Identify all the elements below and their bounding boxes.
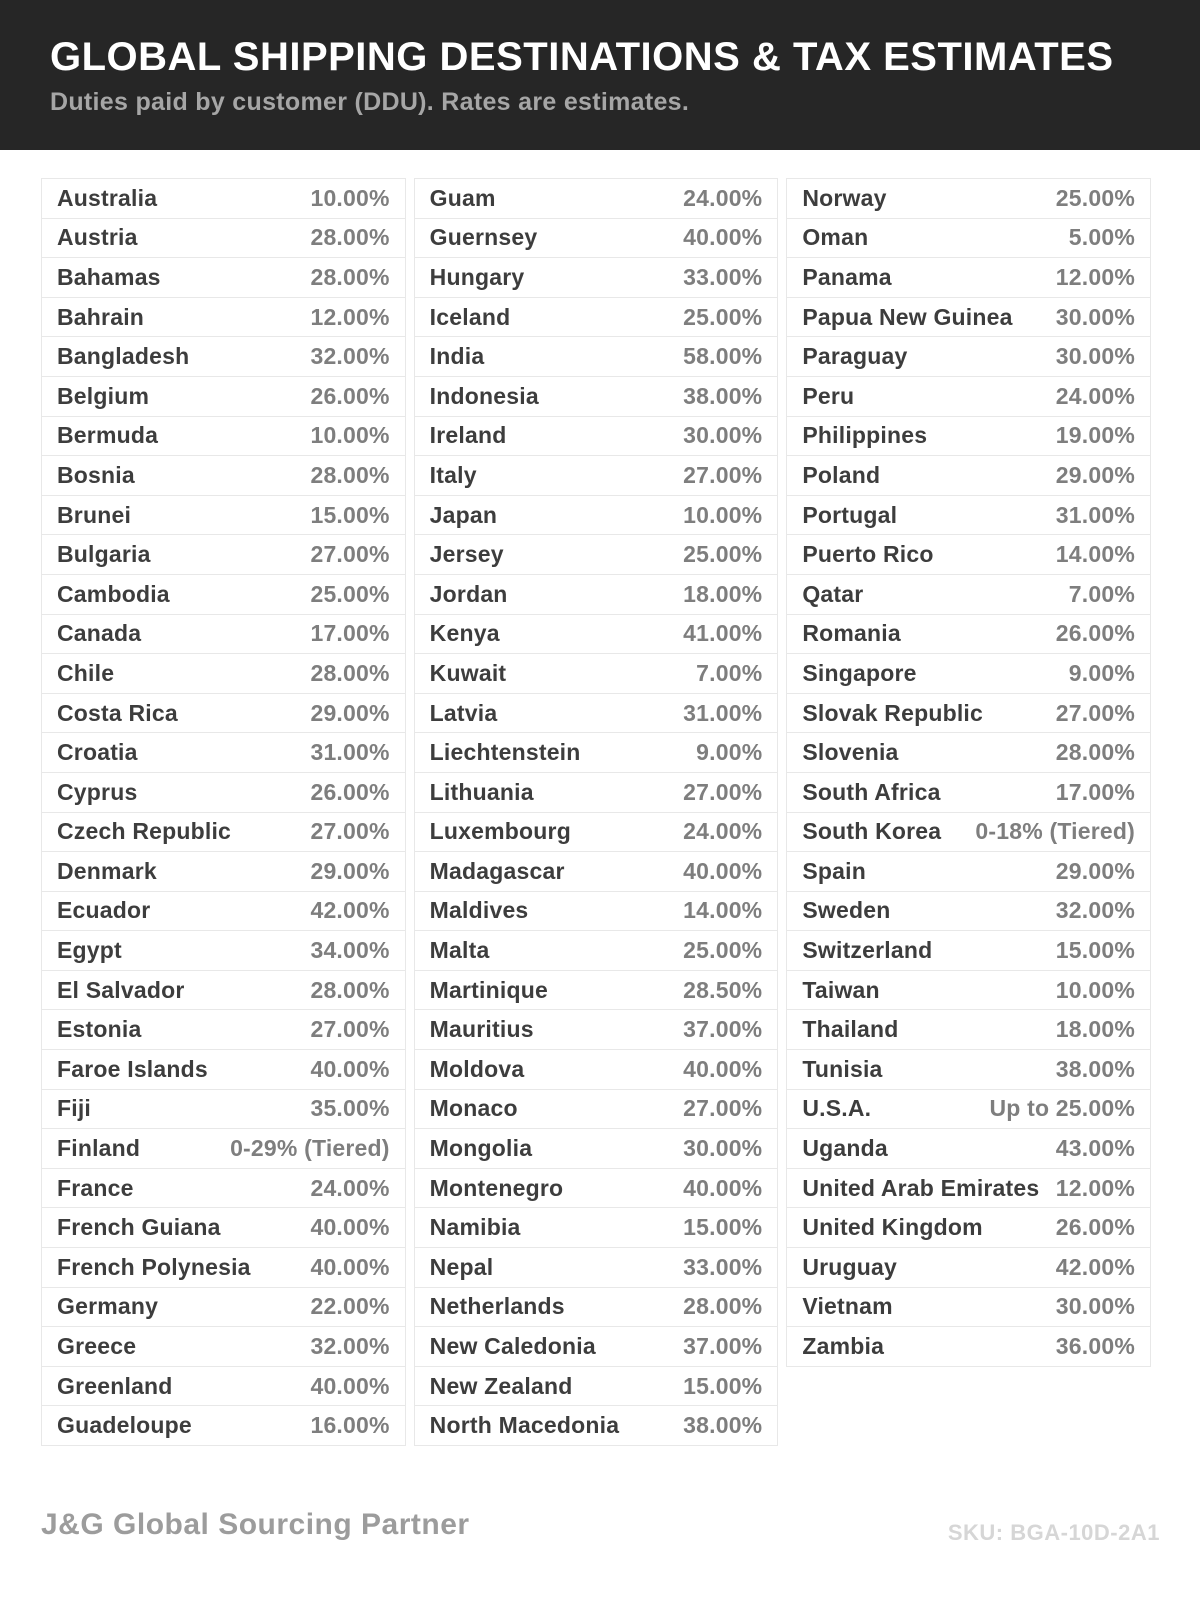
country-name: Norway <box>802 184 887 211</box>
tax-rate: 26.00% <box>1055 1214 1136 1241</box>
country-name: Hungary <box>429 263 525 290</box>
table-row <box>414 1247 779 1288</box>
country-name: United Kingdom <box>802 1214 983 1241</box>
table-row <box>41 1247 406 1288</box>
table-row <box>786 1207 1151 1248</box>
table-row <box>414 574 779 615</box>
country-name: Denmark <box>57 857 157 884</box>
country-name: Chile <box>57 659 115 686</box>
table-row <box>414 257 779 298</box>
sku-label: SKU: BGA-10D-2A1 <box>947 1520 1160 1545</box>
table-row <box>786 1128 1151 1169</box>
country-name: Uganda <box>802 1135 888 1162</box>
tax-rate: 0-29% (Tiered) <box>230 1135 390 1162</box>
table-row <box>786 851 1151 892</box>
country-name: Switzerland <box>802 937 933 964</box>
table-row <box>41 851 406 892</box>
tax-rate: 25.00% <box>683 541 763 568</box>
country-name: Moldova <box>429 1055 525 1082</box>
country-name: Philippines <box>802 422 928 449</box>
table-row <box>414 1287 779 1328</box>
country-name: Lithuania <box>429 778 534 805</box>
tax-rate: 30.00% <box>683 1135 763 1162</box>
tax-rate: 25.00% <box>1055 184 1136 211</box>
tax-rate: 31.00% <box>683 699 763 726</box>
table-row <box>786 1089 1151 1130</box>
table-row <box>41 534 406 575</box>
country-name: Bermuda <box>57 422 159 449</box>
table-row <box>786 1287 1151 1328</box>
country-name: Slovenia <box>802 739 899 766</box>
table-row <box>41 1089 406 1130</box>
tax-rate: 31.00% <box>310 739 390 766</box>
tax-rate: 17.00% <box>1055 778 1136 805</box>
country-name: Oman <box>802 224 869 251</box>
country-name: Austria <box>57 224 138 251</box>
country-name: Germany <box>57 1293 159 1320</box>
tax-rate: 14.00% <box>1055 541 1136 568</box>
tax-rate: 28.00% <box>683 1293 763 1320</box>
tax-rate: 27.00% <box>1055 699 1136 726</box>
country-name: Poland <box>802 461 881 488</box>
table-row <box>414 970 779 1011</box>
tax-rate: 24.00% <box>683 818 763 845</box>
country-name: Papua New Guinea <box>802 303 1013 330</box>
country-name: Portugal <box>802 501 898 528</box>
table-row <box>41 257 406 298</box>
tax-rate: 14.00% <box>683 897 763 924</box>
tax-rate: 26.00% <box>1055 620 1136 647</box>
country-name: Guernsey <box>429 224 538 251</box>
table-row <box>414 1049 779 1090</box>
tax-rate: 28.00% <box>310 659 390 686</box>
table-row <box>786 1326 1151 1367</box>
country-name: Indonesia <box>429 382 539 409</box>
country-name: Estonia <box>57 1016 142 1043</box>
tax-rate: 15.00% <box>310 501 390 528</box>
country-name: Bahrain <box>57 303 145 330</box>
table-row <box>414 534 779 575</box>
country-name: Australia <box>57 184 158 211</box>
country-name: Finland <box>57 1135 141 1162</box>
tax-rate: 33.00% <box>683 1253 763 1280</box>
country-name: Slovak Republic <box>802 699 984 726</box>
country-name: Vietnam <box>802 1293 893 1320</box>
table-row <box>786 257 1151 298</box>
country-name: Jordan <box>429 580 508 607</box>
table-row <box>41 1207 406 1248</box>
country-name: India <box>429 343 485 370</box>
table-row <box>414 1128 779 1169</box>
tax-rate: 29.00% <box>310 857 390 884</box>
table-row <box>41 1049 406 1090</box>
tax-rate: 38.00% <box>683 1412 763 1439</box>
tax-rate: 24.00% <box>310 1174 390 1201</box>
country-name: New Caledonia <box>429 1333 596 1360</box>
tax-rate: 17.00% <box>310 620 390 647</box>
tax-rate: 12.00% <box>1055 263 1136 290</box>
tax-rate: 42.00% <box>310 897 390 924</box>
tax-rate: 42.00% <box>1055 1253 1136 1280</box>
tax-rate: 30.00% <box>683 422 763 449</box>
page-header <box>0 0 1200 150</box>
tax-rate: 28.00% <box>310 263 390 290</box>
tax-rate: 26.00% <box>310 382 390 409</box>
country-name: France <box>57 1174 134 1201</box>
tax-rate: 9.00% <box>1068 659 1136 686</box>
table-row <box>786 574 1151 615</box>
tax-rate: 7.00% <box>696 659 763 686</box>
table-row <box>786 970 1151 1011</box>
tax-rate: 24.00% <box>683 184 763 211</box>
tax-rate: 40.00% <box>310 1253 390 1280</box>
tax-rate: 33.00% <box>683 263 763 290</box>
table-row <box>41 614 406 655</box>
country-name: Singapore <box>802 659 917 686</box>
table-row <box>41 495 406 536</box>
country-name: Romania <box>802 620 901 647</box>
country-name: Maldives <box>429 897 529 924</box>
country-name: Jersey <box>429 541 504 568</box>
table-row <box>41 1366 406 1407</box>
tax-rate: 58.00% <box>683 343 763 370</box>
tax-rate: 30.00% <box>1055 303 1136 330</box>
table-row <box>41 1009 406 1050</box>
tax-rate: 32.00% <box>1055 897 1136 924</box>
tax-rate: 30.00% <box>1055 343 1136 370</box>
table-row <box>414 653 779 694</box>
table-row <box>414 495 779 536</box>
country-name: Thailand <box>802 1016 899 1043</box>
table-row <box>786 772 1151 813</box>
tax-rate: 26.00% <box>310 778 390 805</box>
tax-rate: 27.00% <box>683 778 763 805</box>
country-name: Brunei <box>57 501 132 528</box>
table-row <box>41 1287 406 1328</box>
tax-rate: 12.00% <box>1055 1174 1136 1201</box>
country-name: French Guiana <box>57 1214 221 1241</box>
country-name: Uruguay <box>802 1253 898 1280</box>
country-name: Kenya <box>429 620 500 647</box>
table-row <box>786 297 1151 338</box>
table-row <box>414 812 779 853</box>
country-name: Greenland <box>57 1372 173 1399</box>
tax-rate: 27.00% <box>683 461 763 488</box>
tax-rate: 40.00% <box>310 1055 390 1082</box>
tax-rate: 29.00% <box>1055 857 1136 884</box>
tax-rate: 37.00% <box>683 1016 763 1043</box>
country-name: Mongolia <box>429 1135 533 1162</box>
country-name: Madagascar <box>429 857 565 884</box>
country-name: Italy <box>429 461 477 488</box>
table-row <box>41 653 406 694</box>
tax-rate: 18.00% <box>683 580 763 607</box>
country-name: Bosnia <box>57 461 135 488</box>
rates-column-3 <box>786 178 1151 1367</box>
table-row <box>414 376 779 417</box>
tax-rate: 25.00% <box>683 937 763 964</box>
tax-rate: 15.00% <box>1055 937 1136 964</box>
tax-rate: 0-18% (Tiered) <box>975 818 1136 845</box>
tax-rate: 40.00% <box>683 857 763 884</box>
table-row <box>414 218 779 259</box>
table-row <box>786 455 1151 496</box>
country-name: Faroe Islands <box>57 1055 208 1082</box>
table-row <box>41 1326 406 1367</box>
table-row <box>414 891 779 932</box>
country-name: Bulgaria <box>57 541 151 568</box>
tax-rate: 25.00% <box>310 580 390 607</box>
table-row <box>414 178 779 219</box>
table-row <box>41 178 406 219</box>
country-name: Mauritius <box>429 1016 534 1043</box>
tax-rate: 27.00% <box>310 541 390 568</box>
country-name: Fiji <box>57 1095 92 1122</box>
table-row <box>786 693 1151 734</box>
table-row <box>414 772 779 813</box>
table-row <box>414 614 779 655</box>
table-row <box>41 416 406 457</box>
country-name: Latvia <box>429 699 498 726</box>
table-row <box>414 930 779 971</box>
table-row <box>414 455 779 496</box>
tax-rate: 38.00% <box>1055 1055 1136 1082</box>
tax-rate: 27.00% <box>310 818 390 845</box>
country-name: Croatia <box>57 739 138 766</box>
table-row <box>41 891 406 932</box>
tax-rate: 7.00% <box>1068 580 1136 607</box>
tax-rate: 15.00% <box>683 1372 763 1399</box>
tax-rate: 38.00% <box>683 382 763 409</box>
country-name: Malta <box>429 937 490 964</box>
table-row <box>414 693 779 734</box>
table-row <box>414 1405 779 1446</box>
tax-rate: 31.00% <box>1055 501 1136 528</box>
table-row <box>41 1405 406 1446</box>
country-name: Kuwait <box>429 659 507 686</box>
country-name: French Polynesia <box>57 1253 251 1280</box>
table-row <box>414 1009 779 1050</box>
country-name: Nepal <box>429 1253 494 1280</box>
country-name: Sweden <box>802 897 891 924</box>
country-name: Zambia <box>802 1333 885 1360</box>
country-name: Belgium <box>57 382 150 409</box>
table-row <box>41 1128 406 1169</box>
tax-rate: 16.00% <box>310 1412 390 1439</box>
tax-rate: 12.00% <box>310 303 390 330</box>
table-row <box>786 218 1151 259</box>
table-row <box>414 732 779 773</box>
country-name: Netherlands <box>429 1293 565 1320</box>
table-row <box>786 178 1151 219</box>
tax-rate: 35.00% <box>310 1095 390 1122</box>
table-row <box>41 693 406 734</box>
tax-rate: 40.00% <box>683 1055 763 1082</box>
table-row <box>414 416 779 457</box>
tax-rate: 28.50% <box>683 976 763 1003</box>
country-name: Cambodia <box>57 580 170 607</box>
table-row <box>41 297 406 338</box>
tax-rate: 30.00% <box>1055 1293 1136 1320</box>
table-row <box>414 1207 779 1248</box>
tax-rate: 28.00% <box>1055 739 1136 766</box>
country-name: Qatar <box>802 580 864 607</box>
country-name: South Korea <box>802 818 942 845</box>
tax-rate: 37.00% <box>683 1333 763 1360</box>
table-row <box>41 772 406 813</box>
country-name: New Zealand <box>429 1372 573 1399</box>
country-name: Tunisia <box>802 1055 883 1082</box>
tax-rate: 18.00% <box>1055 1016 1136 1043</box>
country-name: Canada <box>57 620 142 647</box>
country-name: Bahamas <box>57 263 161 290</box>
table-row <box>414 1168 779 1209</box>
tax-rate: 10.00% <box>310 184 390 211</box>
country-name: Ecuador <box>57 897 151 924</box>
country-name: Luxembourg <box>429 818 571 845</box>
country-name: Panama <box>802 263 892 290</box>
table-row <box>786 732 1151 773</box>
country-name: Egypt <box>57 937 122 964</box>
table-row <box>414 851 779 892</box>
country-name: Japan <box>429 501 498 528</box>
rates-table <box>41 178 1151 1446</box>
table-row <box>786 416 1151 457</box>
tax-rate: 5.00% <box>1068 224 1136 251</box>
page-subtitle: Duties paid by customer (DDU). Rates are estimates. <box>50 88 690 116</box>
table-row <box>41 930 406 971</box>
table-row <box>786 930 1151 971</box>
country-name: Paraguay <box>802 343 908 370</box>
country-name: Iceland <box>429 303 511 330</box>
table-row <box>414 1366 779 1407</box>
table-row <box>41 376 406 417</box>
tax-rate: 28.00% <box>310 224 390 251</box>
table-row <box>786 812 1151 853</box>
country-name: Peru <box>802 382 855 409</box>
table-row <box>786 495 1151 536</box>
tax-rate: 10.00% <box>1055 976 1136 1003</box>
table-row <box>41 574 406 615</box>
country-name: Namibia <box>429 1214 521 1241</box>
tax-rate: 10.00% <box>683 501 763 528</box>
tax-rate: 40.00% <box>683 1174 763 1201</box>
table-row <box>41 970 406 1011</box>
tax-rate: 15.00% <box>683 1214 763 1241</box>
table-row <box>786 891 1151 932</box>
table-row <box>414 1326 779 1367</box>
country-name: Martinique <box>429 976 548 1003</box>
tax-rate: 27.00% <box>683 1095 763 1122</box>
table-row <box>786 1009 1151 1050</box>
page-title: GLOBAL SHIPPING DESTINATIONS & TAX ESTIMATES <box>50 35 1114 79</box>
tax-rate: 29.00% <box>310 699 390 726</box>
country-name: Czech Republic <box>57 818 232 845</box>
country-name: Puerto Rico <box>802 541 934 568</box>
country-name: Taiwan <box>802 976 880 1003</box>
table-row <box>414 1089 779 1130</box>
table-row <box>41 218 406 259</box>
table-row <box>414 336 779 377</box>
country-name: Guam <box>429 184 496 211</box>
tax-rate: 9.00% <box>696 739 763 766</box>
page-footer <box>41 1508 1160 1545</box>
tax-rate: Up to 25.00% <box>989 1095 1136 1122</box>
table-row <box>41 732 406 773</box>
table-row <box>786 653 1151 694</box>
tax-rate: 28.00% <box>310 461 390 488</box>
country-name: Cyprus <box>57 778 138 805</box>
rates-column-2 <box>414 178 779 1446</box>
tax-rate: 10.00% <box>310 422 390 449</box>
tax-rate: 41.00% <box>683 620 763 647</box>
country-name: Ireland <box>429 422 507 449</box>
table-row <box>41 336 406 377</box>
tax-rate: 40.00% <box>310 1372 390 1399</box>
country-name: Spain <box>802 857 866 884</box>
country-name: Liechtenstein <box>429 739 581 766</box>
table-row <box>786 1049 1151 1090</box>
country-name: Bangladesh <box>57 343 190 370</box>
country-name: Guadeloupe <box>57 1412 192 1439</box>
country-name: U.S.A. <box>802 1095 872 1122</box>
brand-name: J&G Global Sourcing Partner <box>41 1508 470 1541</box>
tax-rate: 40.00% <box>310 1214 390 1241</box>
tax-rate: 34.00% <box>310 937 390 964</box>
table-row <box>786 376 1151 417</box>
country-name: Costa Rica <box>57 699 178 726</box>
tax-rate: 32.00% <box>310 343 390 370</box>
tax-rate: 29.00% <box>1055 461 1136 488</box>
tax-rate: 32.00% <box>310 1333 390 1360</box>
tax-rate: 19.00% <box>1055 422 1136 449</box>
tax-rate: 25.00% <box>683 303 763 330</box>
country-name: United Arab Emirates <box>802 1174 1040 1201</box>
table-row <box>41 455 406 496</box>
table-row <box>786 1247 1151 1288</box>
country-name: South Africa <box>802 778 941 805</box>
table-row <box>786 534 1151 575</box>
country-name: North Macedonia <box>429 1412 620 1439</box>
table-row <box>414 297 779 338</box>
country-name: El Salvador <box>57 976 185 1003</box>
rates-column-1 <box>41 178 406 1446</box>
country-name: Monaco <box>429 1095 518 1122</box>
table-row <box>786 614 1151 655</box>
tax-rate: 27.00% <box>310 1016 390 1043</box>
tax-rate: 24.00% <box>1055 382 1136 409</box>
tax-rate: 43.00% <box>1055 1135 1136 1162</box>
country-name: Montenegro <box>429 1174 564 1201</box>
country-name: Greece <box>57 1333 137 1360</box>
table-row <box>786 1168 1151 1209</box>
tax-rate: 28.00% <box>310 976 390 1003</box>
tax-rate: 36.00% <box>1055 1333 1136 1360</box>
table-row <box>41 1168 406 1209</box>
tax-rate: 40.00% <box>683 224 763 251</box>
table-row <box>786 336 1151 377</box>
table-row <box>41 812 406 853</box>
tax-rate: 22.00% <box>310 1293 390 1320</box>
